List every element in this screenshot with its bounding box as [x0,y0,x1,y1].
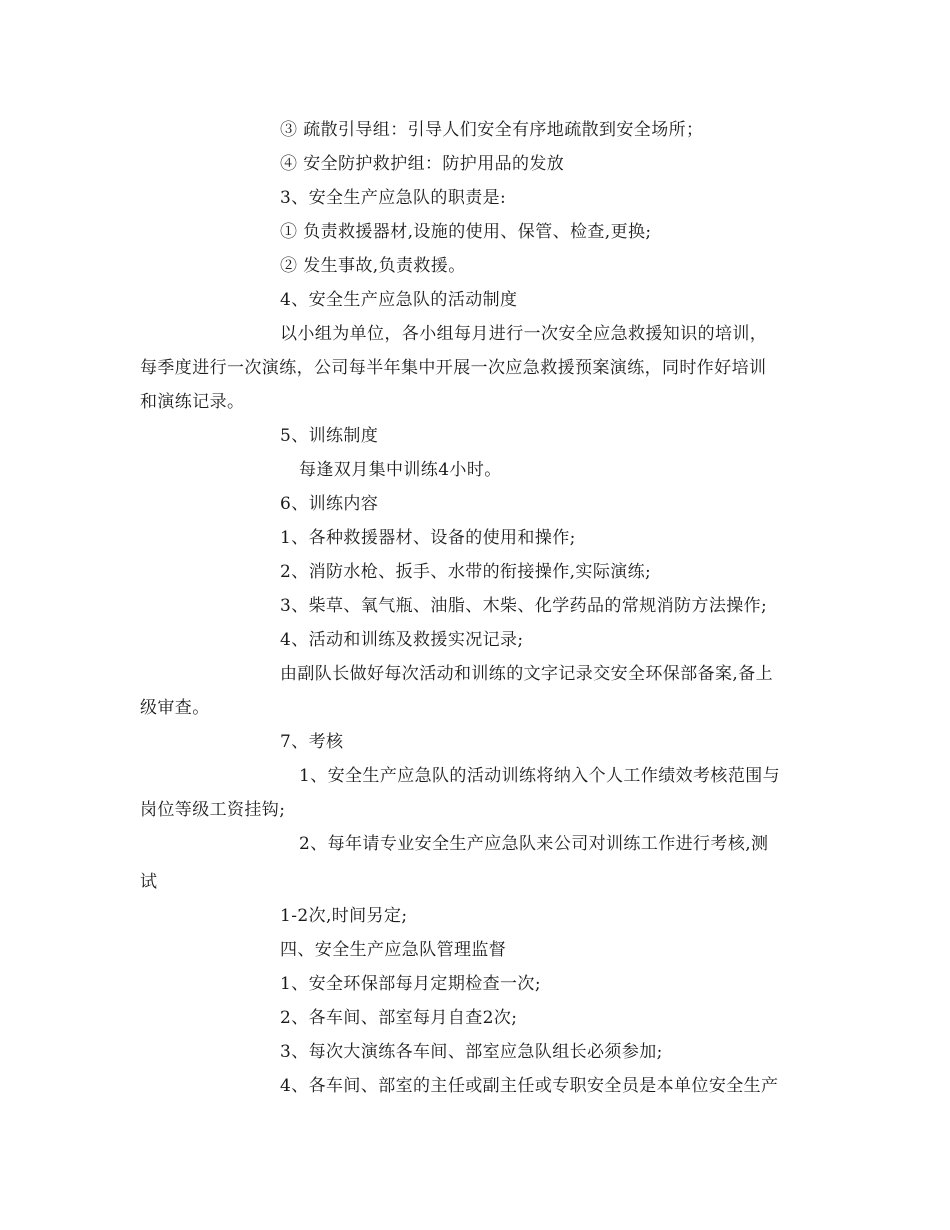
list-item: 3、柴草、氧气瓶、油脂、木柴、化学药品的常规消防方法操作; [280,596,768,616]
paragraph-line: 1-2次,时间另定; [280,906,408,926]
section-heading: 3、安全生产应急队的职责是: [280,188,507,208]
text-line: 每逢双月集中训练4小时。 [299,460,502,480]
list-item: 4、各车间、部室的主任或副主任或专职安全员是本单位安全生产 [280,1076,779,1096]
paragraph-line: 级审查。 [140,698,210,718]
list-item: 1、安全生产应急队的活动训练将纳入个人工作绩效考核范围与 [299,766,781,786]
paragraph-line: 岗位等级工资挂钩; [140,800,286,820]
section-heading: 6、训练内容 [280,494,379,514]
list-item: 3、每次大演练各车间、部室应急队组长必须参加; [280,1042,663,1062]
text-line: ③ 疏散引导组：引导人们安全有序地疏散到安全场所； [280,120,704,140]
paragraph-line: 试 [140,872,158,892]
list-item: 2、消防水枪、扳手、水带的衔接操作,实际演练; [280,562,652,582]
paragraph-line: 由副队长做好每次活动和训练的文字记录交安全环保部备案,备上 [280,664,774,684]
list-item: 1、各种救援器材、设备的使用和操作; [280,528,576,548]
paragraph-line: 每季度进行一次演练，公司每半年集中开展一次应急救援预案演练，同时作好培训 [140,358,767,378]
list-item: 1、安全环保部每月定期检查一次; [280,974,541,994]
list-item: 2、每年请专业安全生产应急队来公司对训练工作进行考核,测 [299,834,769,854]
section-heading: 7、考核 [280,732,344,752]
text-line: ④ 安全防护救护组：防护用品的发放 [280,154,565,174]
text-line: ② 发生事故,负责救援。 [280,256,466,276]
paragraph-line: 和演练记录。 [140,392,245,412]
section-heading: 4、安全生产应急队的活动制度 [280,290,518,310]
section-heading: 5、训练制度 [280,426,379,446]
section-heading: 四、安全生产应急队管理监督 [280,940,507,960]
text-line: ① 负责救援器材,设施的使用、保管、检查,更换; [280,222,652,242]
list-item: 4、活动和训练及救援实况记录; [280,630,524,650]
list-item: 2、各车间、部室每月自查2次; [280,1008,518,1028]
paragraph-line: 以小组为单位，各小组每月进行一次安全应急救援知识的培训， [280,324,768,344]
